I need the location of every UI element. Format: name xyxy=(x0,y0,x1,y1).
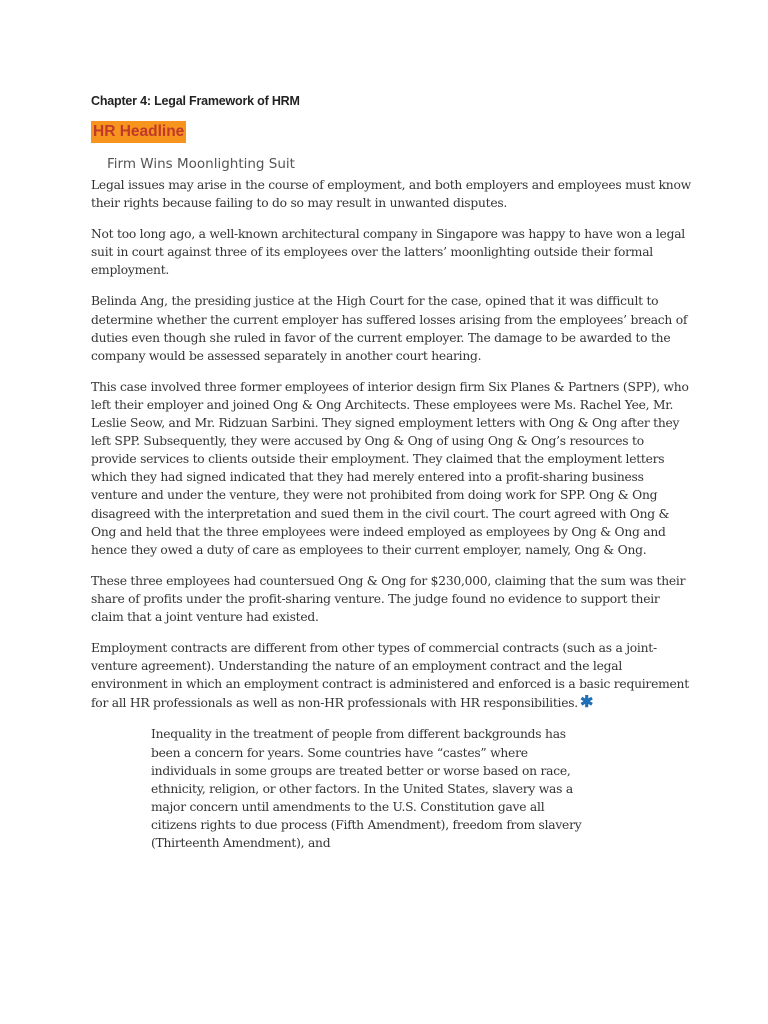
paragraph-5: These three employees had countersued Ong & Ong for $230,000, claiming that the sum was their share of profits under the profit-sharing venture. The judge found no evidence to support their claim that a joint venture had existed. xyxy=(91,573,686,624)
paragraph-6 xyxy=(91,639,691,712)
paragraph-3: Belinda Ang, the presiding justice at the High Court for the case, opined that it was difficult to determine whether the current employer has suffered losses arising from the employees’ breach of duties even though she ruled in favor of the current employer. The damage to be awarded to the company would be assessed separately in another court hearing. xyxy=(91,294,688,363)
article-subheading: Firm Wins Moonlighting Suit xyxy=(107,156,295,172)
hr-headline-label: HR Headline xyxy=(91,121,186,143)
paragraph-4: This case involved three former employees of interior design firm Six Planes & Partners (SPP), who left their employer and joined Ong & Ong Architects. These employees were Ms. Rachel Yee, Mr. Leslie Seow, and Mr. Ridzuan Sarbini. They signed employment letters with Ong & Ong after they left SPP. Subsequently, they were accused by Ong & Ong of using Ong & Ong’s resources to provide services to clients outside their employment. They claimed that the employment letters which they had signed indicated that they had merely entered into a profit-sharing business venture and under the venture, they were not prohibited from doing work for SPP. Ong & Ong disagreed with the interpretation and sued them in the civil court. The court agreed with Ong & Ong and held that the three employees were indeed employed as employees by Ong & Ong and hence they owed a duty of care as employees to their current employer, namely, Ong & Ong. xyxy=(91,379,689,557)
paragraph-1: Legal issues may arise in the course of employment, and both employers and employees must know their rights because failing to do so may result in unwanted disputes. xyxy=(91,178,691,211)
chapter-title: Chapter 4: Legal Framework of HRM xyxy=(91,94,300,108)
block-quote: Inequality in the treatment of people from different backgrounds has been a concern for years. Some countries have “castes” where individuals in some groups are treated better or worse based on race, ethnicity, religion, or other factors. In the United States, slavery was a major concern until amendments to the U.S. Constitution gave all citizens rights to due process (Fifth Amendment), freedom from slavery (Thirteenth Amendment), and xyxy=(151,727,582,850)
asterisk-icon: ✱ xyxy=(579,692,594,712)
paragraph-2: Not too long ago, a well-known architectural company in Singapore was happy to have won a legal suit in court against three of its employees over the latters’ moonlighting outside their formal employment. xyxy=(91,227,685,278)
article-body xyxy=(91,176,691,865)
paragraph-6-text: Employment contracts are different from other types of commercial contracts (such as a joint-venture agreement). Understanding the nature of an employment contract and the legal environment in which an employment contract is administered and enforced is a basic requirement for all HR professionals as well as non-HR professionals with HR responsibilities. xyxy=(91,641,689,711)
